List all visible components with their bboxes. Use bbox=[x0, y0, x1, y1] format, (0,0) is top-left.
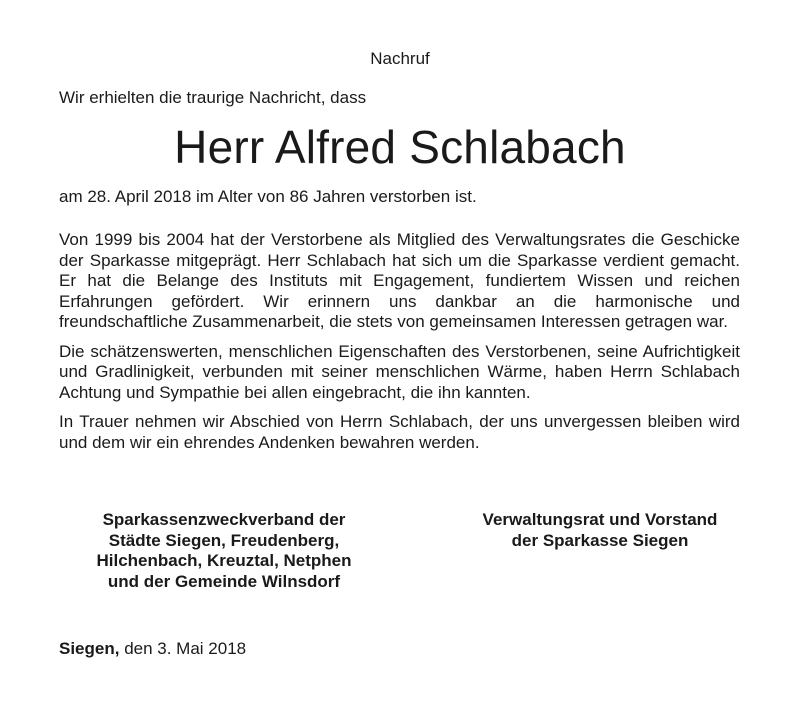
signatory-line: Städte Siegen, Freudenberg, bbox=[108, 530, 340, 550]
body-paragraph: Von 1999 bis 2004 hat der Verstorbene als Mitglied des Verwaltungsrates die Geschicke der Sparkasse mitgeprägt. Herr Schlabach hat sich um die Sparkasse verdient gemacht. Er hat die Belange des Instituts mit Engagement, fundiertem Wissen und reichen Erfahrungen gefördert. Wir erinnern uns dankbar an die harmonische und freundschaftliche Zusammenarbeit, die stets von gemeinsamen Interessen getragen war. bbox=[59, 230, 740, 331]
signatory-right bbox=[430, 510, 770, 551]
signatory-line: und der Gemeinde Wilnsdorf bbox=[107, 571, 341, 591]
place-date-line bbox=[59, 639, 246, 659]
place: Siegen, bbox=[59, 639, 120, 658]
intro-text: Wir erhielten die traurige Nachricht, dass bbox=[59, 88, 367, 107]
death-date-line: am 28. April 2018 im Alter von 86 Jahren verstorben ist. bbox=[59, 187, 477, 206]
notice-body bbox=[59, 230, 740, 462]
body-paragraph: In Trauer nehmen wir Abschied von Herrn Schlabach, der uns unvergessen bleiben wird und dem wir ein ehrendes Andenken bewahren werden. bbox=[59, 412, 740, 452]
notice-date: den 3. Mai 2018 bbox=[119, 639, 247, 658]
signatory-line: Sparkassenzweckverband der bbox=[102, 510, 346, 529]
deceased-name: Herr Alfred Schlabach bbox=[174, 121, 626, 173]
notice-heading: Nachruf bbox=[370, 49, 430, 68]
body-paragraph: Die schätzenswerten, menschlichen Eigenschaften des Verstorbenen, seine Aufrichtigkeit und Gradlinigkeit, verbunden mit seiner menschlichen Wärme, haben Herrn Schlabach Achtung und Sympathie bei allen eingebracht, die ihn kannten. bbox=[59, 341, 740, 402]
signatory-line: der Sparkasse Siegen bbox=[511, 530, 689, 550]
signatory-line: Hilchenbach, Kreuztal, Netphen bbox=[96, 551, 352, 570]
signatory-line: Verwaltungsrat und Vorstand bbox=[482, 510, 718, 529]
signatory-left bbox=[59, 510, 389, 592]
